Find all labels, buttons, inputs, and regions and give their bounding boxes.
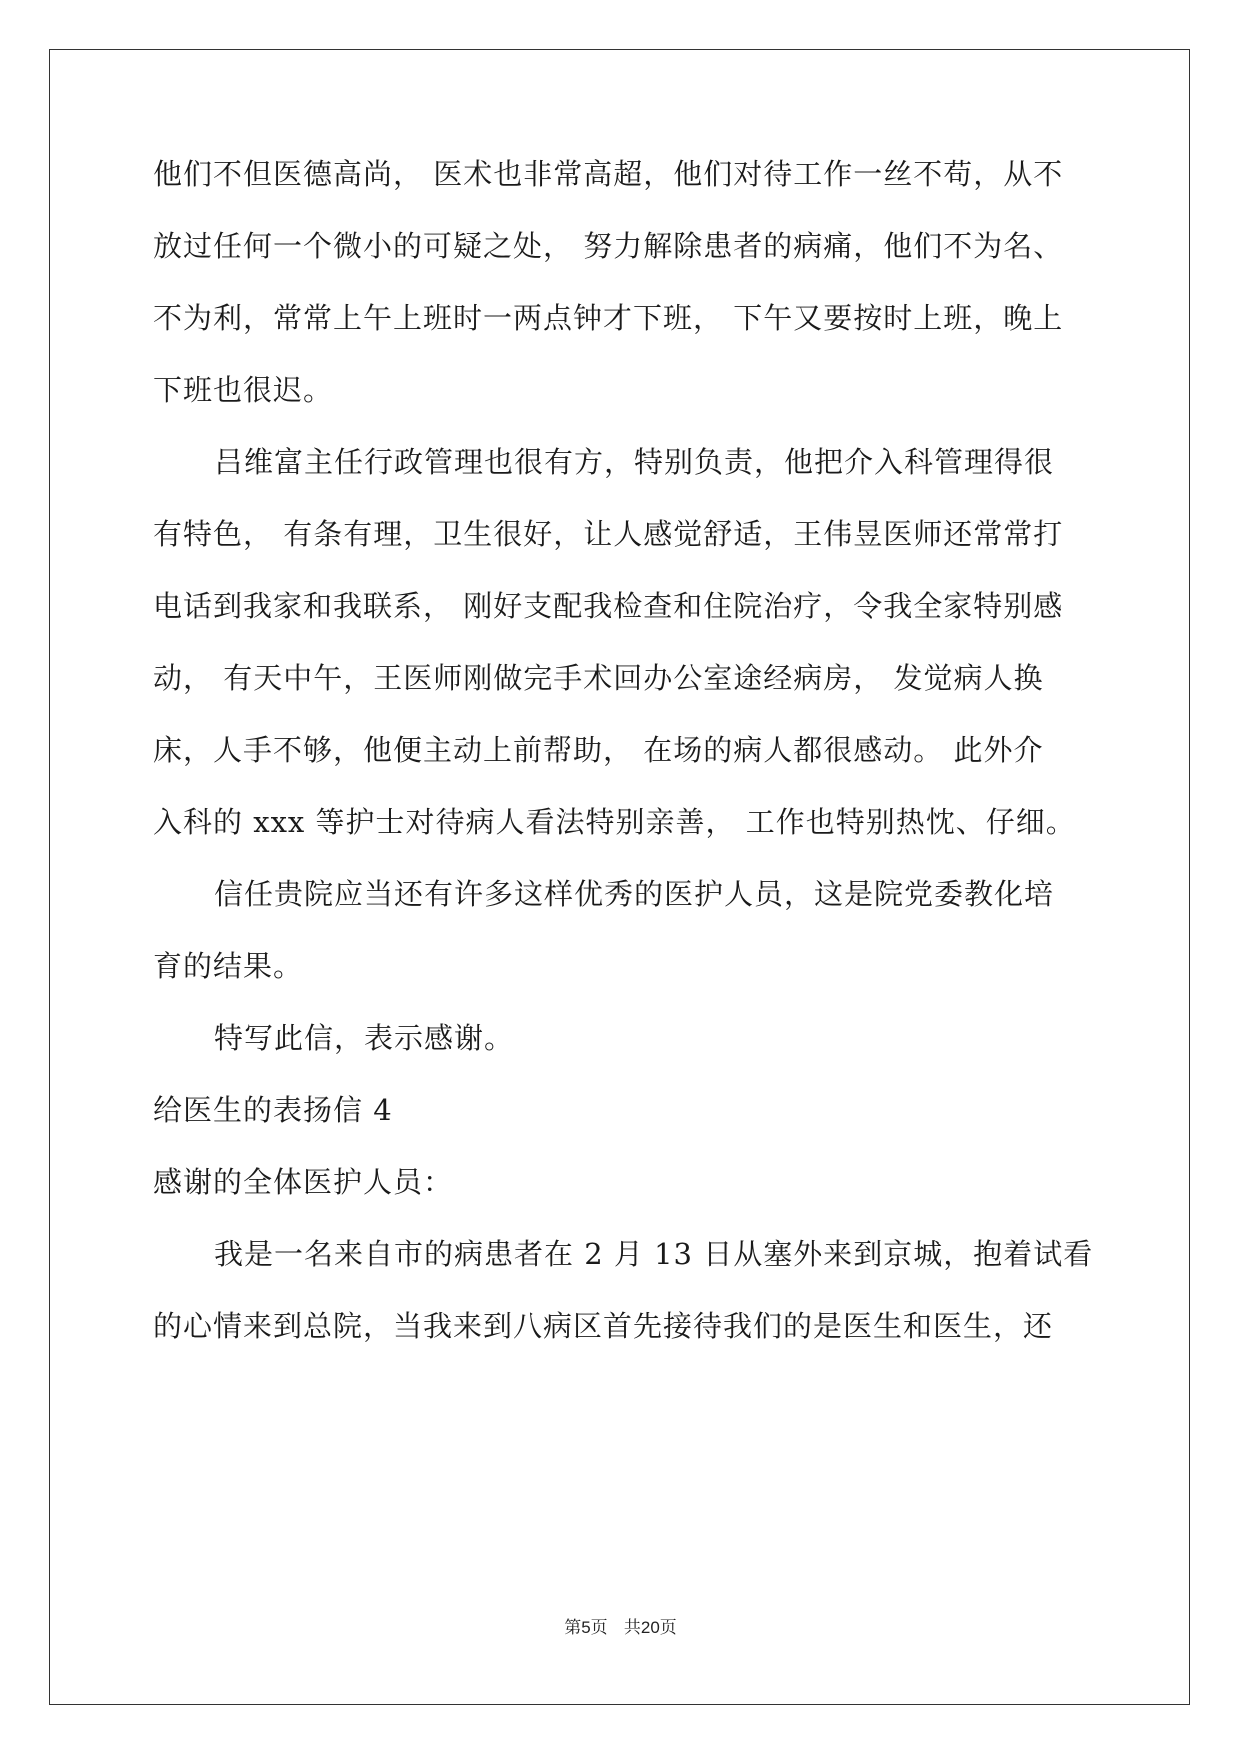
body-line-12: 育的结果。: [153, 949, 304, 983]
body-line-17: 的心情来到总院，当我来到八病区首先接待我们的是医生和医生，还: [153, 1309, 1054, 1343]
body-line-13: 特写此信，表示感谢。: [214, 1021, 515, 1055]
body-line-8: 动， 有天中午，王医师刚做完手术回办公室途经病房， 发觉病人换: [153, 661, 1044, 695]
body-line-3: 不为利，常常上午上班时一两点钟才下班， 下午又要按时上班，晚上: [153, 301, 1064, 335]
body-line-9: 床，人手不够，他便主动上前帮助， 在场的病人都很感动。 此外介: [153, 733, 1044, 767]
body-line-1: 他们不但医德高尚， 医术也非常高超，他们对待工作一丝不苟，从不: [153, 157, 1064, 191]
page-suffix: 页: [590, 1618, 608, 1638]
body-line-16: 我是一名来自市的病患者在 2 月 13 日从塞外来到京城，抱着试看: [214, 1237, 1094, 1271]
body-line-5: 吕维富主任行政管理也很有方，特别负责，他把介入科管理得很: [214, 445, 1055, 479]
body-line-10: 入科的 xxx 等护士对待病人看法特别亲善， 工作也特别热忱、仔细。: [153, 805, 1076, 839]
body-line-6: 有特色， 有条有理，卫生很好，让人感觉舒适，王伟昱医师还常常打: [153, 517, 1064, 551]
total-suffix: 页: [659, 1618, 677, 1638]
body-line-2: 放过任何一个微小的可疑之处， 努力解除患者的病痛，他们不为名、: [153, 229, 1064, 263]
body-line-7: 电话到我家和我联系， 刚好支配我检查和住院治疗，令我全家特别感: [153, 589, 1064, 623]
page-footer: [0, 1617, 1241, 1639]
body-line-4: 下班也很迟。: [153, 373, 334, 407]
body-line-11: 信任贵院应当还有许多这样优秀的医护人员，这是院党委教化培: [214, 877, 1055, 911]
salutation: 感谢的全体医护人员：: [153, 1165, 454, 1199]
section-heading: 给医生的表扬信 4: [153, 1093, 393, 1127]
page-prefix: 第: [564, 1618, 582, 1638]
total-prefix: 共: [623, 1618, 641, 1638]
total-pages: 20: [640, 1618, 660, 1637]
page-number: 5: [581, 1618, 591, 1637]
